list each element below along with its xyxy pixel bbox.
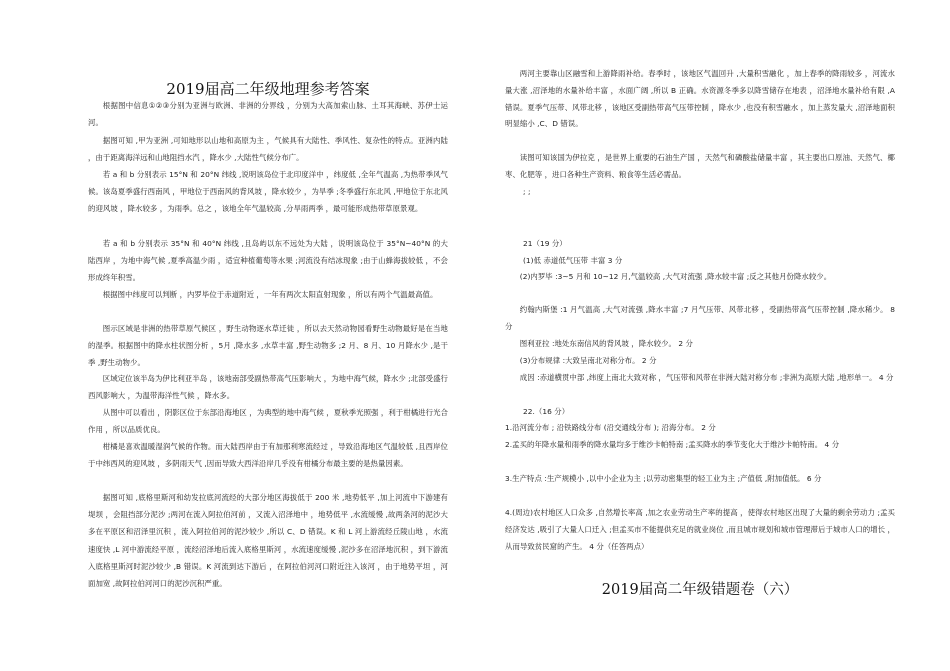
answer-line: 2.孟买的年降水量和雨季的降水量均多于维沙卡帕特南 ;孟买降水的季节变化大于维沙卡帕特南。 4 分 [505, 440, 840, 449]
paragraph: 两河主要靠山区融雪和上游降雨补给。春季时 ，该地区气温回升 ,大量积雪融化 ，加上春季的降雨较多 ，河流水量大涨 ,沼泽地的水量补给丰富 ，水面广阔 ,所以 B 正确。水资源冬季多以降雪储存在地表 ，沼泽地水量补给有限 ,A 错误。夏季气压带、风带北移 ，该地区受副热带高气压带控制 ，降水少 ,也没有积雪融水 ，加上蒸发量大 ,沼泽地面积明显缩小 ,C、D 错误。 [505, 69, 895, 129]
paragraph: 若 a 和 b 分别表示 15°N 和 20°N 纬线 ,说明该岛位于北印度洋中 ，纬度低 ,全年气温高 ,为热带季风气候。该岛夏季盛行西南风 ，甲地位于西南风的背风坡 ，降水较少 ，为旱季 ;冬季盛行东北风 ,甲地位于东北风的迎风坡 ，降水较多 ，为雨季。总之 ，该地全年气温较高 ,分旱雨两季 ，最可能形成热带草原景观。 [88, 170, 448, 214]
question-heading: 22.（16 分） [523, 407, 570, 416]
paragraph: 读图可知该国为伊拉克 ，是世界上重要的石油生产国 ，天然气和磷酸盐储量丰富 ，其主要出口原油、天然气、椰枣、化肥等 ，进口各种生产资料、粮食等生活必需品。 [505, 153, 895, 179]
paragraph: 根据图中信息①②③分别为亚洲与欧洲、非洲的分界线 ，分别为大高加索山脉、土耳其海峡、苏伊士运河。 [88, 101, 448, 128]
paragraph: (3)分布规律 :大致呈南北对称分布。 2 分 [519, 356, 657, 365]
answer-line: (1)低 赤道低气压带 丰富 3 分 [523, 256, 623, 265]
paragraph: 成因 :赤道横贯中部 ,纬度上南北大致对称 ，气压带和风带在非洲大陆对称分布 ;非洲为高原大陆 ,地形单一。 4 分 [519, 373, 894, 382]
paragraph: 根据图中纬度可以判断 ，内罗毕位于赤道附近 ，一年有两次太阳直射现象 ，所以有两个气温最高值。 [102, 290, 438, 299]
answer-key-title: 2019届高二年级地理参考答案 [166, 80, 370, 98]
question-heading: 21（19 分） [523, 239, 567, 248]
paragraph: 图利亚拉 :地处东南信风的背风坡 ，降水较少。 2 分 [519, 339, 693, 348]
answer-line: 3.生产特点 :生产规模小 ,以中小企业为主 ;以劳动密集型的轻工业为主 ;产值低 ,附加值低。 6 分 [505, 474, 822, 483]
paragraph: (2)内罗毕 :3~5 月和 10~12 月,气温较高 ,大气对流强 ,降水较丰富 ;反之其他月份降水较少。 [519, 272, 832, 281]
paragraph: 据图可知 ,甲为亚洲 ,可知地形以山地和高原为主 ，气候具有大陆性、季风性、复杂性的特点。亚洲内陆 ，由于距离海洋远和山地阻挡水汽 ，降水少 ,大陆性气候分布广。 [88, 136, 448, 163]
answer-line: 4.(周边)农村地区人口众多 ,自然增长率高 ,加之农业劳动生产率的提高 ，使得农村地区出现了大量的剩余劳动力 ;孟买经济发达 ,吸引了大量人口迁入 ;但孟买市不能提供充足的就业岗位 ,而且城市规划和城市管理滞后于城市人口的增长 ，从而导致贫民窟的产生。 4 分（任答两点） [505, 508, 895, 551]
paragraph: 柑橘是喜欢温暖湿润气候的作物。而大陆西岸由于有加那利寒流经过 ，导致沿海地区气温较低 ,且西岸位于中纬西风的迎风坡 ，多阴雨天气 ,因而导致大西洋沿岸几乎没有柑橘分布最主要的是热量因素。 [88, 442, 448, 469]
paragraph: 区域定位该半岛为伊比利亚半岛 ，该地南部受副热带高气压影响大 ，为地中海气候，降水少 ;北部受盛行西风影响大 ，为温带海洋性气候 ，降水多。 [88, 374, 448, 401]
paragraph: 据图可知 ,底格里斯河和幼发拉底河流经的大部分地区海拔低于 200 米 ,地势低平 ,加上河流中下游建有堤坝 ，会阻挡部分泥沙 ;两河在流入阿拉伯河前 ，又流入沼泽地中 ，地势低平 ,水流缓慢 ,故两条河的泥沙大多在平原区和沼泽里沉积 ，流入阿拉伯河的泥沙较少 ,所以 C、D 错误。K 和 L 河上游流经丘陵山地 ，水流速度快 ,L 河中游流经平原 ，流经沼泽地后流入底格里斯河 ，水流速度缓慢 ,泥沙多在沼泽地沉积 ，到下游流入底格里斯河时泥沙较少 ,B 错误。K 河流到达下游后 ，在阿拉伯河河口附近注入该河 ，由于地势平坦 ，河面加宽 ,故阿拉伯河河口的泥沙沉积严重。 [88, 493, 448, 589]
paragraph: 若 a 和 b 分别表示 35°N 和 40°N 纬线 ,且岛屿以东不远处为大陆 ，说明该岛位于 35°N~40°N 的大陆西岸 ，为地中海气候 ,夏季高温少雨 ，适宜种植葡萄等水果 ;河流没有结冰现象 ;由于山蜂海拔较低 ，不会形成终年积雪。 [88, 239, 448, 283]
paragraph: 从图中可以看出 ，阴影区位于东部沿海地区 ，为典型的地中海气候 ，夏秋季光照强 ，利于柑橘进行光合作用 ，所以品质优良。 [88, 408, 448, 435]
answer-line: 1.沿河流分布 ; 沿铁路线分布 (沿交通线分布 ); 沿海分布。 2 分 [505, 423, 716, 432]
wrong-questions-title: 2019届高二年级错题卷（六） [601, 582, 799, 598]
paragraph: 约翰内斯堡 :1 月气温高 ,大气对流强 ,降水丰富 ;7 月气压带、风带北移 ，受副热带高气压带控制 ,降水稀少。 8 分 [505, 305, 895, 331]
paragraph: 图示区域是非洲的热带草原气候区 ，野生动物逐水草迁徙 ，所以去天然动物园看野生动物最好是在当地的湿季。根据图中的降水柱状图分析 ，5月 ,降水多 ,水草丰富 ,野生动物多 ;2 月、8 月、10 月降水少 ,是干季 ,野生动物少。 [88, 324, 448, 368]
paragraph: ; ; [523, 187, 531, 196]
